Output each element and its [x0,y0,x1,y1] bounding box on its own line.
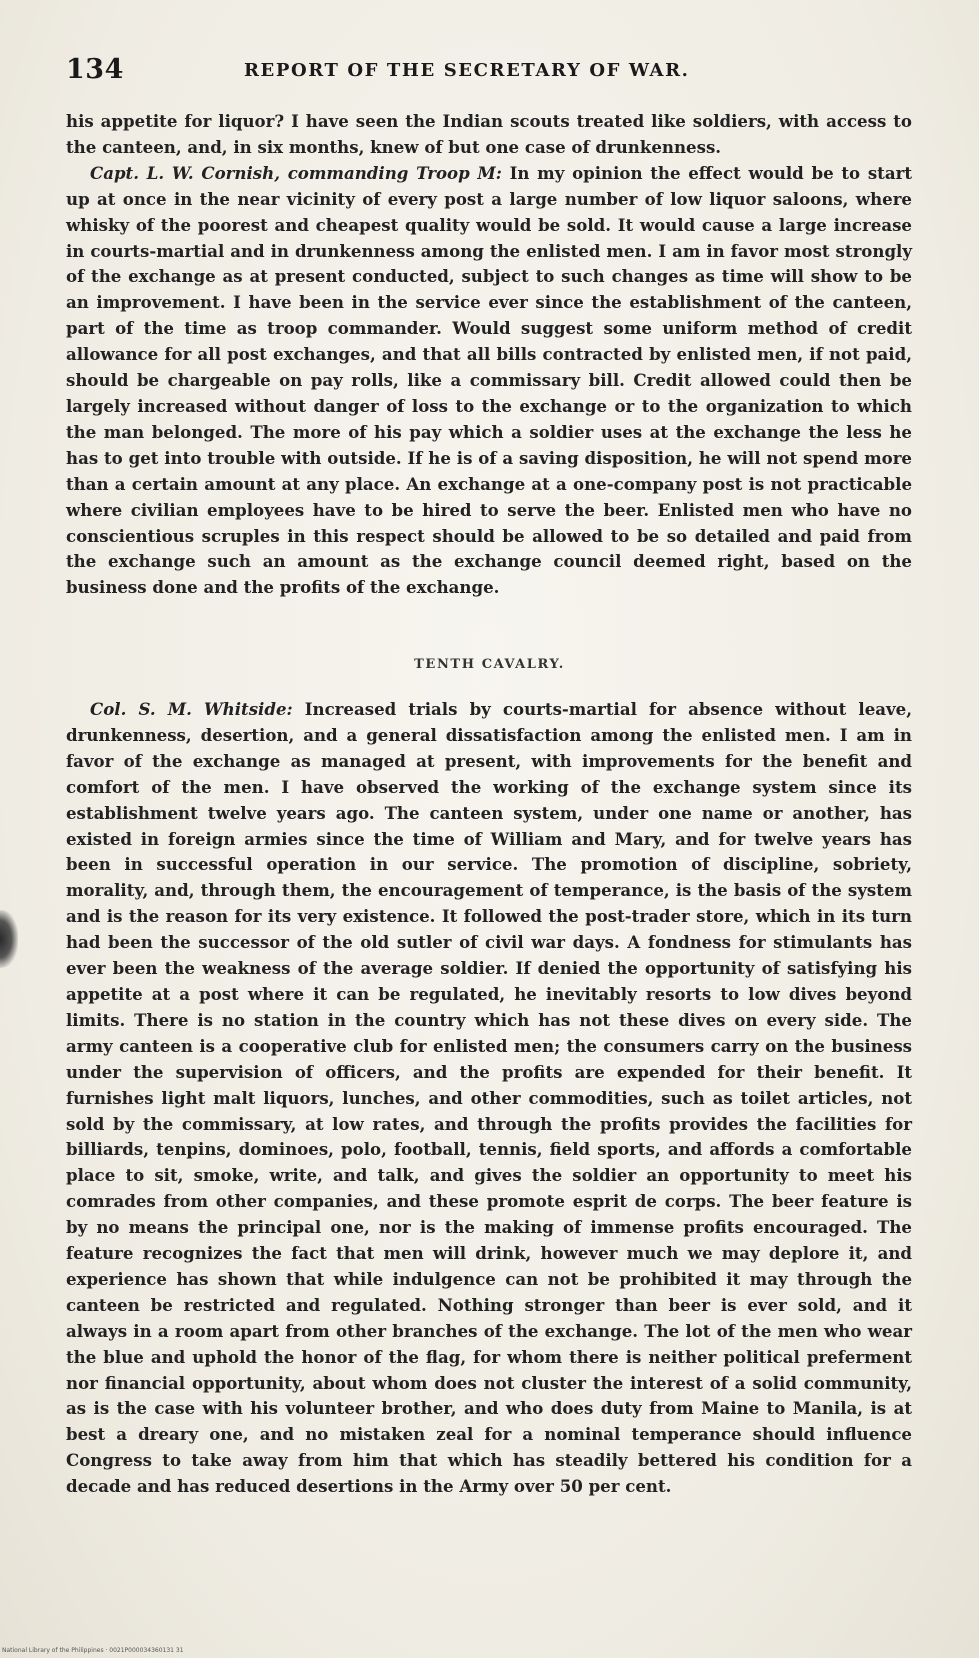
running-head: REPORT OF THE SECRETARY OF WAR. [244,60,690,81]
page-header [66,54,916,94]
speaker-cornish: Capt. L. W. Cornish, commanding Troop M: [90,162,502,183]
section-heading-tenth-cavalry: TENTH CAVALRY. [414,657,565,672]
whitside-paragraph [66,697,912,1500]
scan-thumb-mark [0,910,18,968]
continuation-paragraph: his appetite for liquor? I have seen the Indian scouts treated like soldiers, with access to the canteen, and, in six months, knew of but one case of drunkenness. [66,111,912,157]
whitside-body: Increased trials by courts-martial for absence without leave, drunkenness, desertion, and a general dissatisfaction among the enlisted men. I am in favor of the exchange as managed at present, with improvements for the benefit and comfort of the men. I have observed the working of the exchange system since its establishment twelve years ago. The canteen system, under one name or another, has existed in foreign armies since the time of William and Mary, and for twelve years has been in successful operation in our service. The promotion of discipline, sobriety, morality, and, through them, the encouragement of temperance, is the basis of the system and is the reason for its very existence. It followed the post-trader store, which in its turn had been the successor of the old sutler of civil war days. A fondness for stimulants has ever been the weakness of the average soldier. If denied the opportunity of satisfying his appetite at a post where it can be regulated, he inevitably resorts to low dives beyond limits. There is no station in the country which has not these dives on every side. The army canteen is a cooperative club for enlisted men; the consumers carry on the business under the supervision of officers, and the profits are expended for their benefit. It furnishes light malt liquors, lunches, and other commodities, such as toilet articles, not sold by the commissary, at low rates, and through the profits provides the facilities for billiards, tenpins, dominoes, polo, football, tennis, field sports, and affords a comfortable place to sit, smoke, write, and talk, and gives the soldier an opportunity to meet his comrades from other companies, and these promote esprit de corps. The beer feature is by no means the principal one, nor is the making of immense profits encouraged. The feature recognizes the fact that men will drink, however much we may deplore it, and experience has shown that while indulgence can not be prohibited it may through the canteen be restricted and regulated. Nothing stronger than beer is ever sold, and it always in a room apart from other branches of the exchange. The lot of the men who wear the blue and uphold the honor of the flag, for whom there is neither political preferment nor financial opportunity, about whom does not cluster the interest of a solid community, as is the case with his volunteer brother, and who does duty from Maine to Manila, is at best a dreary one, and no mistaken zeal for a nominal temperance should influence Congress to take away from him that which has steadily bettered his condition for a decade and has reduced desertions in the Army over 50 per cent. [66,699,912,1497]
cornish-paragraph [66,161,912,601]
cornish-testimony-block [66,109,912,601]
whitside-testimony-block [66,697,912,1500]
cornish-body: In my opinion the effect would be to start up at once in the near vicinity of every post a large number of low liquor saloons, where whisky of the poorest and cheapest quality would be sold. It would cause a large increase in courts-martial and in drunkenness among the enlisted men. I am in favor most strongly of the exchange as at present conducted, subject to such changes as time will show to be an improvement. I have been in the service ever since the establishment of the canteen, part of the time as troop commander. Would suggest some uniform method of credit allowance for all post exchanges, and that all bills contracted by enlisted men, if not paid, should be chargeable on pay rolls, like a commissary bill. Credit allowed could then be largely increased without danger of loss to the exchange or to the organization to which the man belonged. The more of his pay which a soldier uses at the exchange the less he has to get into trouble with outside. If he is of a saving disposition, he will not spend more than a certain amount at any place. An exchange at a one-company post is not practicable where civilian employees have to be hired to serve the beer. Enlisted men who have no conscientious scruples in this respect should be allowed to be so detailed and paid from the exchange such an amount as the exchange council deemed right, based on the business done and the profits of the exchange. [66,162,912,598]
library-stamp: National Library of the Philippines · 0021P000034360131 31 [2,1647,184,1654]
page-number: 134 [66,54,124,85]
speaker-whitside: Col. S. M. Whitside: [90,699,293,719]
